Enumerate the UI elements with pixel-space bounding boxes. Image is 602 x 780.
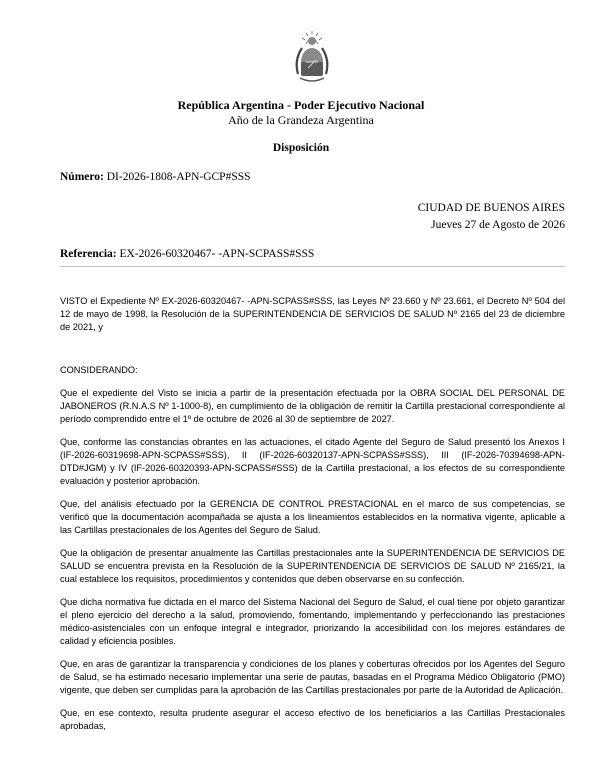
visto-paragraph: VISTO el Expediente Nº EX-2026-60320467- -APN-SCPASS#SSS, las Leyes Nº 23.660 y Nº 23.661, el Decreto Nº 504 del 12 de mayo de 1998, la Resolución de la SUPERINTENDENCIA DE SERVICIOS DE SALUD Nº 2165 del 23 de diciembre de 2021, y bbox=[60, 296, 565, 332]
numero-value: DI-2026-1808-APN-GCP#SSS bbox=[106, 171, 251, 183]
referencia-label: Referencia: bbox=[60, 248, 117, 260]
paragraph: Que el expediente del Visto se inicia a partir de la presentación efectuada por la OBRA SOCIAL DEL PERSONAL DE JABONEROS (R.N.A.S Nº 1-1000-8), en cumplimiento de la obligación de remitir la Cartilla prestacional correspondiente al período comprendido entre el 1º de octubre de 2026 al 30 de septiembre de 2027. bbox=[60, 388, 565, 424]
paragraph: Que, del análisis efectuado por la GERENCIA DE CONTROL PRESTACIONAL en el marco de sus competencias, se verificó que la documentación acompañada se ajusta a los lineamientos establecidos en la normativa vigente, aplicable a las Cartillas prestacionales de los Agentes del Seguro de Salud. bbox=[60, 499, 565, 535]
document-body bbox=[60, 295, 565, 743]
escudo-nacional-icon bbox=[292, 30, 332, 86]
paragraph: Que, conforme las constancias obrantes en las actuaciones, el citado Agente del Seguro de Salud presentó los Anexos I (IF-2026-60319698-APN-SCPASS#SSS), II (IF-2026-60320137-APN-SCPASS#SSS), III (IF-2026-70394698-APN-DTD#JGM) y IV (IF-2026-60320393-APN-SCPASS#SSS) de la Cartilla prestacional, a los efectos de su correspondiente evaluación y posterior aprobación. bbox=[60, 437, 565, 486]
numero-line bbox=[60, 171, 251, 183]
referencia-value: EX-2026-60320467- -APN-SCPASS#SSS bbox=[119, 248, 315, 260]
paragraph: Que, en ese contexto, resulta prudente asegurar el acceso efectivo de los beneficiarios a las Cartillas Prestacionales aprobadas, bbox=[60, 708, 565, 731]
header-title: República Argentina - Poder Ejecutivo Nacional bbox=[177, 98, 425, 112]
numero-label: Número: bbox=[60, 171, 104, 183]
divider bbox=[60, 266, 565, 267]
date: Jueves 27 de Agosto de 2026 bbox=[431, 219, 565, 231]
paragraph: Que, en aras de garantizar la transparencia y condiciones de los planes y coberturas ofrecidos por los Agentes del Seguro de Salud, se ha estimado necesario implementar una serie de pautas, basadas en el Programa Médico Obligatorio (PMO) vigente, que deben ser cumplidas para la aprobación de las Cartillas prestacionales por parte de la Autoridad de Aplicación. bbox=[60, 659, 565, 695]
doc-type: Disposición bbox=[272, 142, 330, 154]
header-subtitle: Año de la Grandeza Argentina bbox=[228, 113, 374, 127]
considerando-heading: CONSIDERANDO: bbox=[60, 365, 138, 375]
referencia-line bbox=[60, 248, 314, 260]
city: CIUDAD DE BUENOS AIRES bbox=[417, 202, 565, 214]
paragraph: Que la obligación de presentar anualmente las Cartillas prestacionales ante la SUPERINTENDENCIA DE SERVICIOS DE SALUD se encuentra prevista en la Resolución de la SUPERINTENDENCIA DE SERVICIOS DE SALUD Nº 2165/21, la cual establece los requisitos, procedimientos y contenidos que deben observarse en su confección. bbox=[60, 548, 565, 584]
paragraph: Que dicha normativa fue dictada en el marco del Sistema Nacional del Seguro de Salud, el cual tiene por objeto garantizar el pleno ejercicio del derecho a la salud, promoviendo, fomentando, implementando y perfeccionando las prestaciones médico-asistenciales con un enfoque integral e integrador, priorizando la accesibilidad con los mejores estándares de calidad y eficiencia posibles. bbox=[60, 597, 565, 646]
